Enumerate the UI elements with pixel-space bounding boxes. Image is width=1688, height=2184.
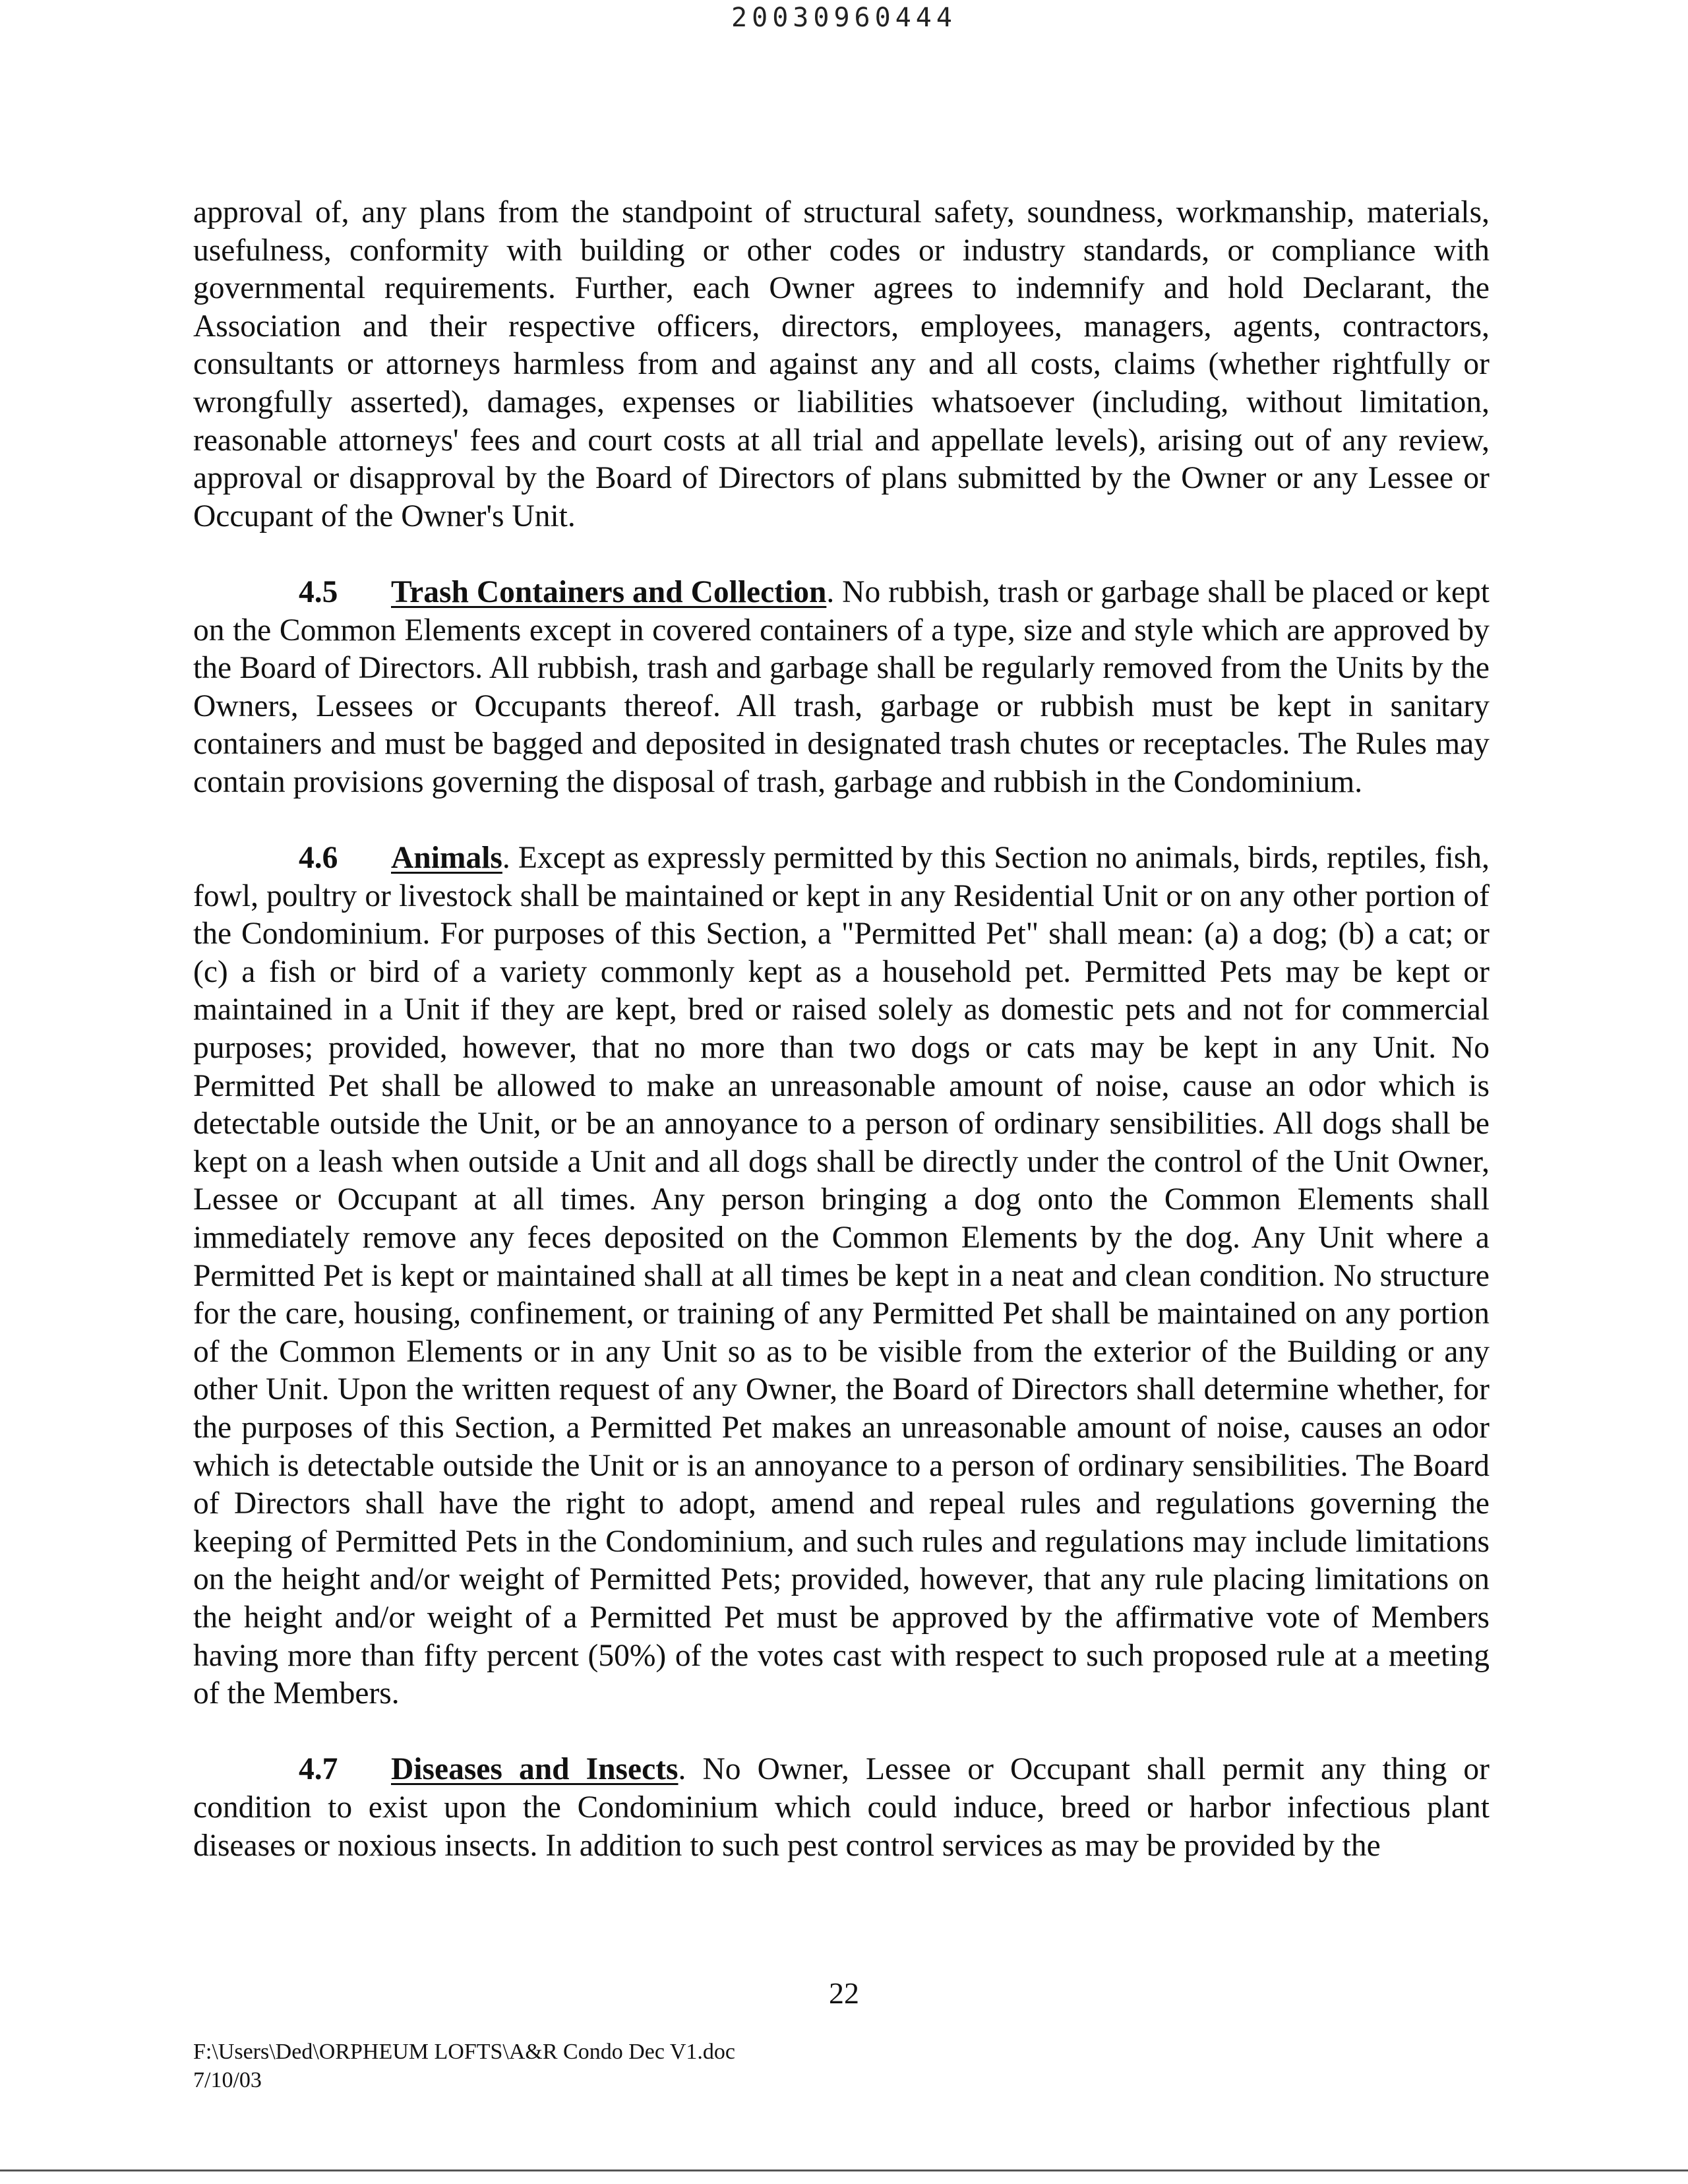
section-text: . Except as expressly permitted by this Section no animals, birds, reptiles, fish, fowl, poultry or livestock shall be maintained or kept in any Residential Unit or on any other portion of the Condominium. For purposes of this Section, a "Permitted Pet" shall mean: (a) a dog; (b) a cat; or (c) a fish or bird of a variety commonly kept as a household pet. Permitted Pets may be kept or maintained in a Unit if they are kept, bred or raised solely as domestic pets and not for commercial purposes; provided, however, that no more than two dogs or cats may be kept in any Unit. No Permitted Pet shall be allowed to make an unreasonable amount of noise, cause an odor which is detectable outside the Unit, or be an annoyance to a person of ordinary sensibilities. All dogs shall be kept on a leash when outside a Unit and all dogs shall be directly under the control of the Unit Owner, Lessee or Occupant at all times. Any person bringing a dog onto the Common Elements shall immediately remove any feces deposited on the Common Elements by the dog. Any Unit where a Permitted Pet is kept or maintained shall at all times be kept in a neat and clean condition. No structure for the care, housing, confinement, or training of any Permitted Pet shall be maintained on any portion of the Common Elements or in any Unit so as to be visible from the exterior of the Building or any other Unit. Upon the written request of any Owner, the Board of Directors shall determine whether, for the purposes of this Section, a Permitted Pet makes an unreasonable amount of noise, causes an odor which is detectable outside the Unit or is an annoyance to a person of ordinary sensibilities. The Board of Directors shall have the right to adopt, amend and repeal rules and regulations governing the keeping of Permitted Pets in the Condominium, and such rules and regulations may include limitations on the height and/or weight of Permitted Pets; provided, however, that any rule placing limitations on the height and/or weight of a Permitted Pet must be approved by the affirmative vote of Members having more than fifty percent (50%) of the votes cast with respect to such proposed rule at a meeting of the Members. bbox=[193, 841, 1490, 1711]
intro-paragraph: approval of, any plans from the standpoint of structural safety, soundness, workmanship, materials, usefulness, conformity with building or other codes or industry standards, or compliance with governmental requirements. Further, each Owner agrees to indemnify and hold Declarant, the Association and their respective officers, directors, employees, managers, agents, contractors, consultants or attorneys harmless from and against any and all costs, claims (whether rightfully or wrongfully asserted), damages, expenses or liabilities whatsoever (including, without limitation, reasonable attorneys' fees and court costs at all trial and appellate levels), arising out of any review, approval or disapproval by the Board of Directors of plans submitted by the Owner or any Lessee or Occupant of the Owner's Unit. bbox=[193, 195, 1490, 533]
section-number: 4.7 bbox=[299, 1752, 338, 1787]
document-body bbox=[193, 194, 1490, 1865]
section-4-6-paragraph bbox=[193, 839, 1490, 1713]
footer-date: 7/10/03 bbox=[193, 2068, 262, 2092]
section-title: Animals bbox=[391, 841, 502, 876]
section-4-7-paragraph bbox=[193, 1751, 1490, 1865]
section-text: . No rubbish, trash or garbage shall be placed or kept on the Common Elements except in covered containers of a type, size and style which are approved by the Board of Directors. All rubbish, trash and garbage shall be regularly removed from the Units by the Owners, Lessees or Occupants thereof. All trash, garbage or rubbish must be kept in sanitary containers and must be bagged and deposited in designated trash chutes or receptacles. The Rules may contain provisions governing the disposal of trash, garbage and rubbish in the Condominium. bbox=[193, 574, 1490, 799]
scan-edge-line bbox=[0, 2169, 1688, 2171]
section-number: 4.5 bbox=[299, 574, 338, 609]
section-4-5-paragraph bbox=[193, 574, 1490, 802]
section-text: . No Owner, Lessee or Occupant shall permit any thing or condition to exist upon the Condominium which could induce, breed or harbor infectious plant diseases or noxious insects. In addition to such pest control services as may be provided by the bbox=[193, 1752, 1490, 1863]
footer-file-path: F:\Users\Ded\ORPHEUM LOFTS\A&R Condo Dec V1.doc bbox=[193, 2040, 735, 2064]
page-number: 22 bbox=[829, 1976, 859, 2010]
section-number: 4.6 bbox=[299, 841, 338, 876]
section-title: Trash Containers and Collection bbox=[391, 574, 827, 609]
section-title: Diseases and Insects bbox=[391, 1752, 678, 1787]
document-number: 20030960444 bbox=[731, 3, 957, 33]
